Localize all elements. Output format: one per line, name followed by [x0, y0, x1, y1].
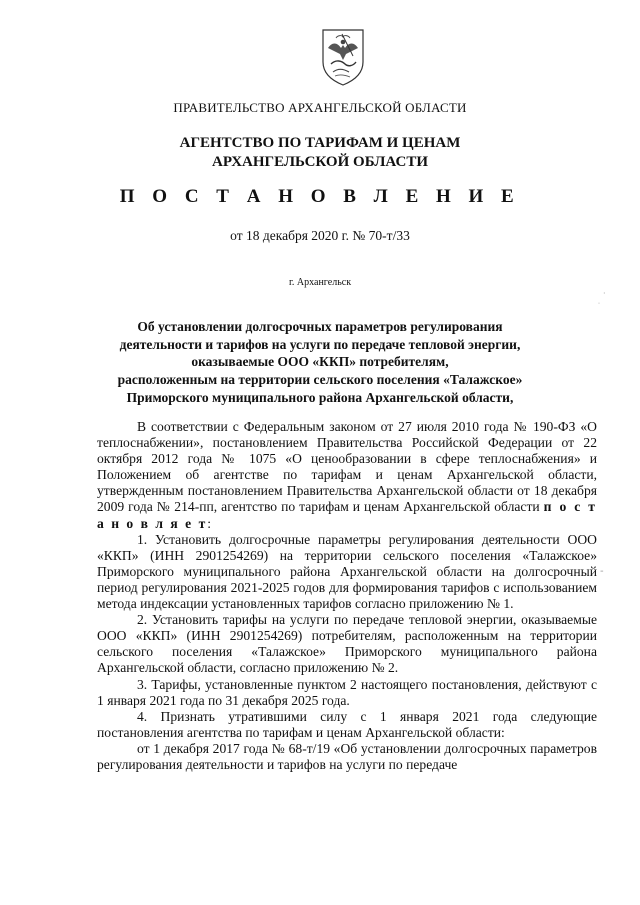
agency-name-line2: АРХАНГЕЛЬСКОЙ ОБЛАСТИ: [212, 154, 428, 170]
subject-line: Приморского муниципального района Архангельской области,: [126, 389, 514, 405]
subject-line: деятельности и тарифов на услуги по передаче тепловой энергии,: [119, 336, 521, 352]
government-name: ПРАВИТЕЛЬСТВО АРХАНГЕЛЬСКОЙ ОБЛАСТИ: [173, 100, 467, 115]
document-city: г. Архангельск: [288, 277, 352, 288]
resolves-colon: :: [207, 515, 212, 531]
document-type-title: П О С Т А Н О В Л Е Н И Е: [119, 186, 521, 207]
item-1-paragraph: 1. Установить долгосрочные параметры регулирования деятельности ООО «ККП» (ИНН 2901254269) на территории сельского поселения «Талажское» Приморского муниципального района Архангельской области на долгосрочный период регулирования 2021-2025 годов для формирования тарифов с использованием метода индексации установленных тарифов согласно приложению № 1.: [97, 531, 597, 612]
preamble-paragraph: [97, 419, 597, 532]
item-4-paragraph: 4. Признать утратившими силу с 1 января 2021 года следующие постановления агентства по тарифам и ценам Архангельской области:: [97, 708, 597, 740]
item-3-paragraph: 3. Тарифы, установленные пунктом 2 настоящего постановления, действуют с 1 января 2021 года по 31 декабря 2025 года.: [97, 676, 597, 708]
subject-line: расположенным на территории сельского поселения «Талажское»: [117, 372, 523, 388]
resolves-word: п о с т а н о в л я е т: [97, 499, 597, 531]
scan-speck: ˙: [597, 302, 601, 311]
document-subject: [0, 318, 640, 407]
item-4a-paragraph: от 1 декабря 2017 года № 68-т/19 «Об установлении долгосрочных параметров регулирования деятельности и тарифов на услуги по передаче: [97, 740, 597, 772]
scan-speck: ·: [603, 289, 606, 298]
agency-name: [0, 134, 640, 172]
coat-of-arms-emblem: [320, 28, 366, 86]
item-2-paragraph: 2. Установить тарифы на услуги по передаче тепловой энергии, оказываемые ООО «ККП» (ИНН 2901254269) потребителям, расположенным на территории сельского поселения «Талажское» Приморского муниципального района Архангельской области, согласно приложению № 2.: [97, 612, 597, 676]
subject-line: Об установлении долгосрочных параметров регулирования: [137, 319, 503, 334]
agency-name-line1: АГЕНТСТВО ПО ТАРИФАМ И ЦЕНАМ: [179, 135, 461, 151]
document-body: [97, 419, 597, 773]
preamble-text: В соответствии с Федеральным законом от 27 июля 2010 года № 190-ФЗ «О теплоснабжении», постановлением Правительства Российской Федерации от 22 октября 2012 года № 1075 «О ценообразовании в сфере теплоснабжения» и Положением об агентстве по тарифам и ценам Архангельской области, утвержденным постановлением Правительства Архангельской области от 18 декабря 2009 года № 214-пп, агентство по тарифам и ценам Архангельской области: [97, 419, 597, 515]
scan-speck: -: [600, 566, 604, 577]
document-date-number: от 18 декабря 2020 г. № 70-т/33: [230, 228, 410, 243]
subject-line: оказываемые ООО «ККП» потребителям,: [191, 354, 449, 370]
